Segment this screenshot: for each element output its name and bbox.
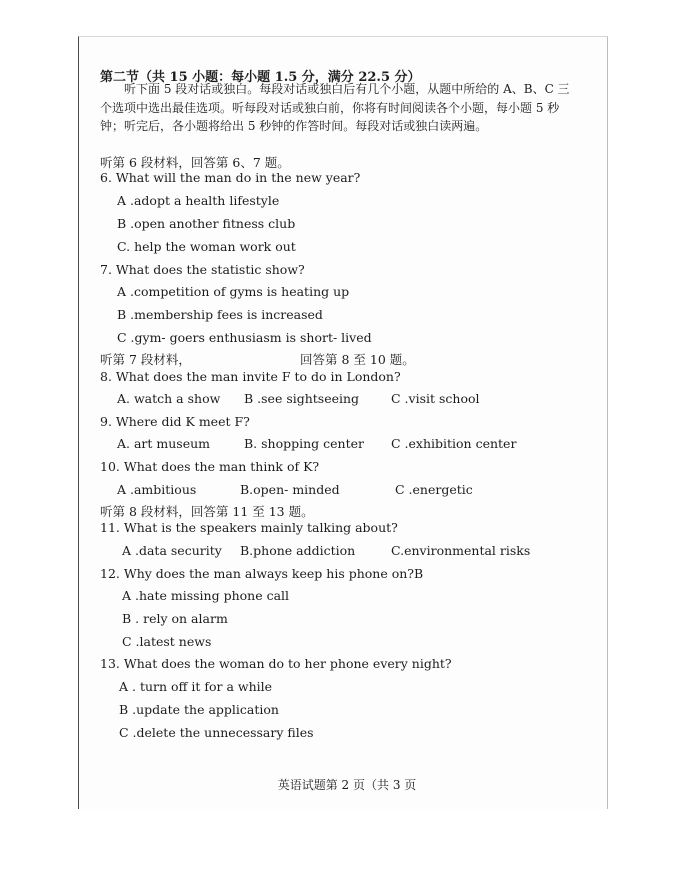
section-instructions bbox=[100, 80, 570, 136]
question-13-option-a: A . turn off it for a while bbox=[119, 679, 273, 694]
question-8-option-b: B .see sightseeing bbox=[244, 391, 360, 406]
question-8: 8. What does the man invite F to do in London? bbox=[100, 369, 401, 384]
question-9: 9. Where did K meet F? bbox=[100, 414, 250, 429]
question-11-option-b: B.phone addiction bbox=[240, 543, 356, 558]
group-7-instruction-left: 听第 7 段材料， bbox=[100, 352, 191, 367]
question-9-option-b: B. shopping center bbox=[244, 436, 364, 451]
page-footer: 英语试题第 2 页（共 3 页 bbox=[277, 778, 417, 792]
question-7-option-b: B .membership fees is increased bbox=[117, 307, 323, 322]
group-6-instruction: 听第 6 段材料，回答第 6、7 题。 bbox=[100, 155, 290, 170]
question-11: 11. What is the speakers mainly talking about? bbox=[100, 520, 398, 535]
question-10-option-b: B.open- minded bbox=[240, 482, 340, 497]
question-7-option-c: C .gym- goers enthusiasm is short- lived bbox=[117, 330, 372, 345]
question-6: 6. What will the man do in the new year? bbox=[100, 170, 361, 185]
group-7-instruction-right: 回答第 8 至 10 题。 bbox=[300, 352, 415, 367]
question-8-option-a: A. watch a show bbox=[117, 391, 221, 406]
question-13: 13. What does the woman do to her phone every night? bbox=[100, 656, 452, 671]
question-9-option-c: C .exhibition center bbox=[391, 436, 517, 451]
section-heading: 第二节（共 15 小题：每小题 1.5 分，满分 22.5 分） bbox=[100, 70, 421, 85]
question-12: 12. Why does the man always keep his phone on?B bbox=[100, 566, 424, 581]
instructions-text: 听下面 5 段对话或独白。每段对话或独白后有几个小题，从题中所给的 A、B、C 三个选项中选出最佳选项。听每段对话或独白前，你将有时间阅读各个小题，每小题 5 秒钟；听完后，各小题将给出 5 秒钟的作答时间。每段对话或独白读两遍。 bbox=[100, 82, 570, 133]
group-8-instruction: 听第 8 段材料，回答第 11 至 13 题。 bbox=[100, 504, 314, 519]
question-6-option-b: B .open another fitness club bbox=[117, 216, 296, 231]
question-9-option-a: A. art museum bbox=[117, 436, 211, 451]
question-13-option-c: C .delete the unnecessary files bbox=[119, 725, 314, 740]
question-6-option-a: A .adopt a health lifestyle bbox=[117, 193, 280, 208]
question-8-option-c: C .visit school bbox=[391, 391, 480, 406]
question-11-option-c: C.environmental risks bbox=[391, 543, 531, 558]
question-6-option-c: C. help the woman work out bbox=[117, 239, 296, 254]
question-11-option-a: A .data security bbox=[122, 543, 222, 558]
question-10-option-a: A .ambitious bbox=[117, 482, 197, 497]
question-7-option-a: A .competition of gyms is heating up bbox=[117, 284, 350, 299]
question-12-option-b: B . rely on alarm bbox=[122, 611, 228, 626]
question-12-option-c: C .latest news bbox=[122, 634, 212, 649]
question-10-option-c: C .energetic bbox=[395, 482, 473, 497]
question-12-option-a: A .hate missing phone call bbox=[122, 588, 290, 603]
question-13-option-b: B .update the application bbox=[119, 702, 279, 717]
question-7: 7. What does the statistic show? bbox=[100, 262, 305, 277]
question-10: 10. What does the man think of K? bbox=[100, 459, 320, 474]
